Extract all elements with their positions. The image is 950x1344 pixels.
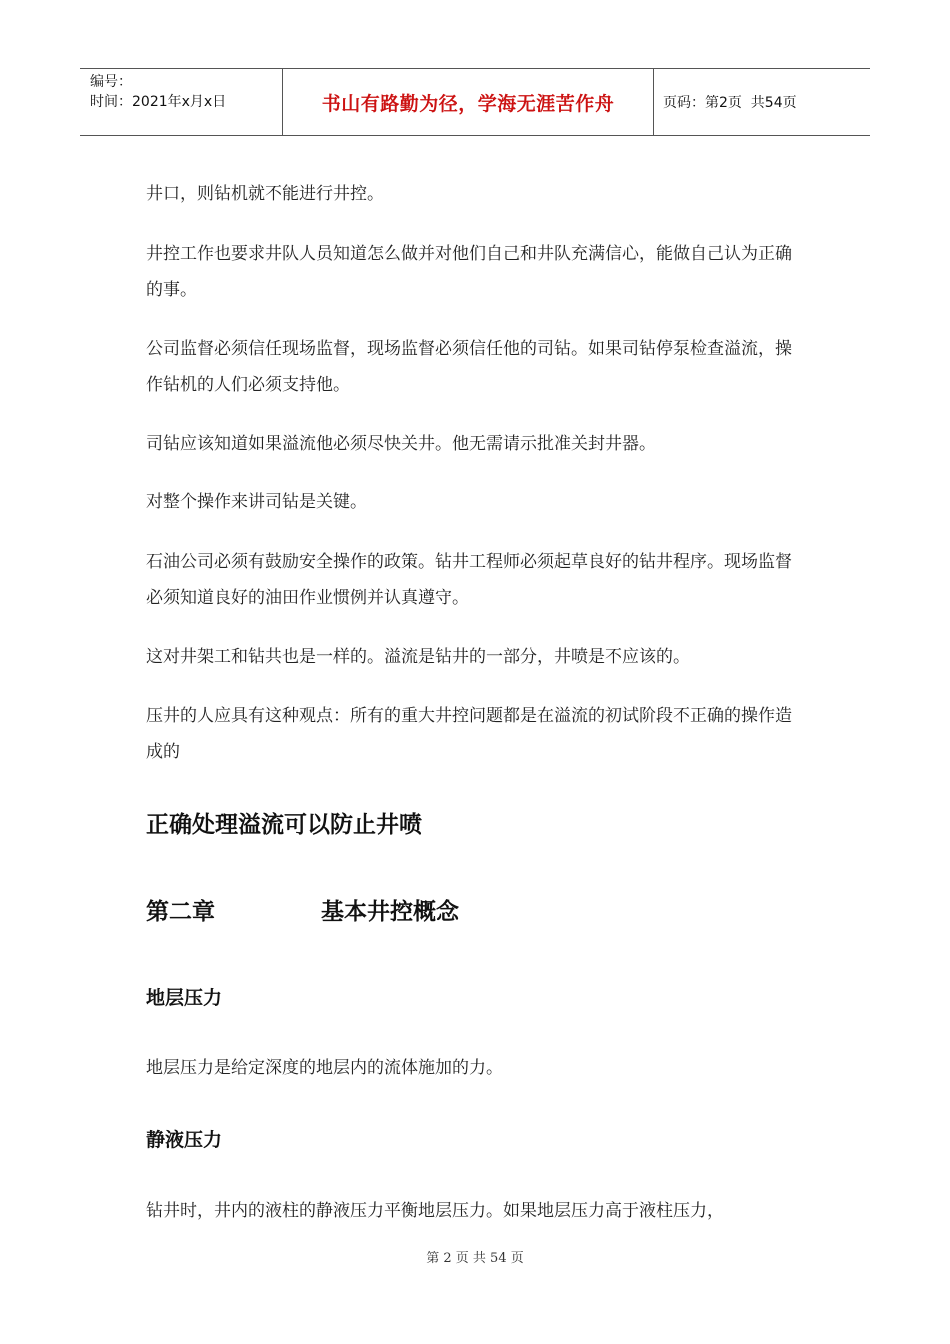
document-time-label: 时间：2021年x月x日: [90, 94, 227, 110]
chapter-label: 第二章: [146, 899, 215, 925]
document-code-label: 编号：: [90, 74, 132, 90]
paragraph: 地层压力是给定深度的地层内的流体施加的力。: [146, 1058, 503, 1078]
chapter-title: 基本井控概念: [321, 899, 459, 925]
header-meta: [80, 69, 282, 135]
paragraph: 压井的人应具有这种观点：所有的重大井控问题都是在溢流的初试阶段不正确的操作造成的: [146, 706, 792, 762]
paragraph: 对整个操作来讲司钻是关键。: [146, 492, 367, 512]
main-heading: 正确处理溢流可以防止井喷: [146, 812, 422, 838]
section-heading: 静液压力: [146, 1129, 223, 1151]
paragraph: 钻井时，井内的液柱的静液压力平衡地层压力。如果地层压力高于液柱压力，: [146, 1201, 724, 1221]
header-page-info: 页码：第2页 共54页: [663, 95, 797, 111]
page-header: [80, 68, 870, 136]
section-heading: 地层压力: [146, 987, 223, 1009]
page-footer: 第 2 页 共 54 页: [426, 1251, 524, 1266]
chapter-heading: [146, 893, 459, 926]
paragraph: 井控工作也要求井队人员知道怎么做并对他们自己和井队充满信心，能做自己认为正确的事。: [146, 244, 792, 300]
paragraph: 石油公司必须有鼓励安全操作的政策。钻井工程师必须起草良好的钻井程序。现场监督必须知道良好的油田作业惯例并认真遵守。: [146, 552, 792, 608]
header-motto: 书山有路勤为径，学海无涯苦作舟: [282, 69, 654, 135]
paragraph: 井口，则钻机就不能进行井控。: [146, 184, 384, 204]
paragraph: 司钻应该知道如果溢流他必须尽快关井。他无需请示批准关封井器。: [146, 434, 656, 454]
paragraph: 这对井架工和钻共也是一样的。溢流是钻井的一部分，井喷是不应该的。: [146, 647, 690, 667]
paragraph: 公司监督必须信任现场监督，现场监督必须信任他的司钻。如果司钻停泵检查溢流，操作钻机的人们必须支持他。: [146, 339, 792, 395]
